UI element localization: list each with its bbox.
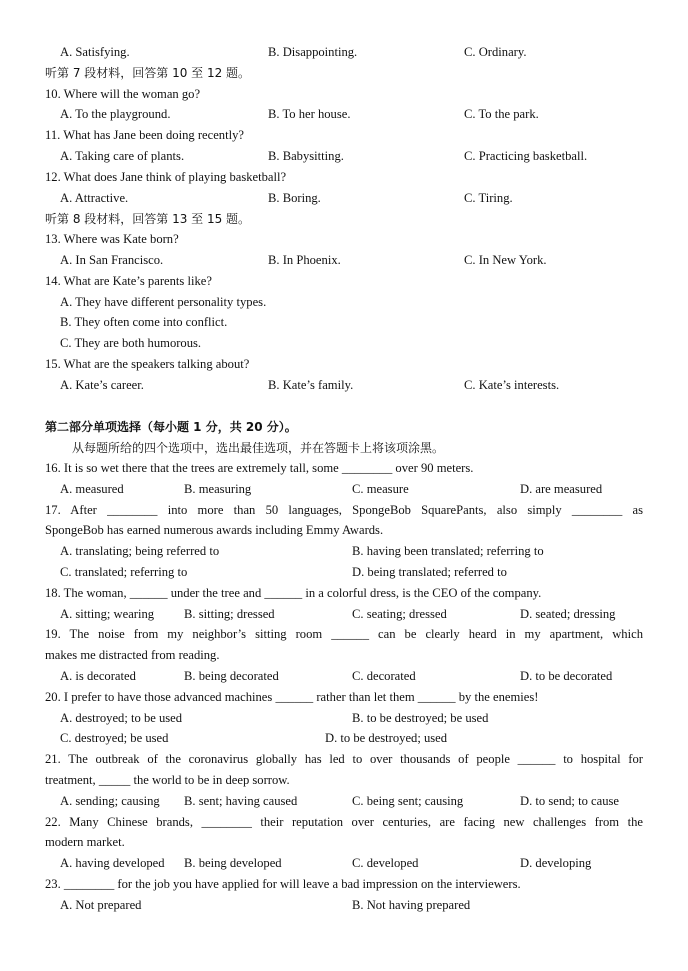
q13-stem: 13. Where was Kate born? [45,232,179,246]
q21-option-c: C. being sent; causing [352,794,464,808]
q20-option-a: A. destroyed; to be used [60,711,183,725]
part2-title: 第二部分单项选择（每小题 1 分，共 20 分）。 [45,420,297,434]
q16-option-c: C. measure [352,482,409,496]
q17-option-d: D. being translated; referred to [352,565,507,579]
q23-stem: 23. ________ for the job you have applied for will leave a bad impression on the interviewers. [45,877,521,891]
q9-option-c: C. Ordinary. [464,45,527,59]
q11-stem: 11. What has Jane been doing recently? [45,128,244,142]
q22-option-c: C. developed [352,856,419,870]
section-7-instruction: 听第 7 段材料，回答第 10 至 12 题。 [45,66,251,80]
q9-option-b: B. Disappointing. [268,45,358,59]
q22-option-b: B. being developed [184,856,282,870]
q15-option-a: A. Kate’s career. [60,378,144,392]
q17-stem-line1: 17. After ________ into more than 50 languages, SpongeBob SquarePants, also simply ________ as [45,503,643,517]
q12-stem: 12. What does Jane think of playing basketball? [45,170,287,184]
q22-stem-line1: 22. Many Chinese brands, ________ their reputation over centuries, are facing new challenges from the [45,815,643,829]
q16-option-a: A. measured [60,482,124,496]
q12-option-c: C. Tiring. [464,191,513,205]
q17-option-b: B. having been translated; referring to [352,544,544,558]
q19-stem-line1: 19. The noise from my neighbor’s sitting room ______ can be clearly heard in my apartment, which [45,627,643,641]
q21-option-a: A. sending; causing [60,794,160,808]
q14-option-b: B. They often come into conflict. [60,315,228,329]
q16-stem: 16. It is so wet there that the trees are extremely tall, some ________ over 90 meters. [45,461,474,475]
q10-option-c: C. To the park. [464,107,539,121]
q18-option-c: C. seating; dressed [352,607,447,621]
q13-option-a: A. In San Francisco. [60,253,164,267]
q11-option-c: C. Practicing basketball. [464,149,588,163]
q21-option-b: B. sent; having caused [184,794,298,808]
section-8-instruction: 听第 8 段材料，回答第 13 至 15 题。 [45,212,251,226]
q19-option-d: D. to be decorated [520,669,613,683]
q17-option-a: A. translating; being referred to [60,544,220,558]
part2-instruction: 从每题所给的四个选项中，选出最佳选项，并在答题卡上将该项涂黑。 [72,441,445,455]
q21-stem-line1: 21. The outbreak of the coronavirus globally has led to over thousands of people ______ to hospital for [45,752,643,766]
q21-option-d: D. to send; to cause [520,794,619,808]
q10-option-a: A. To the playground. [60,107,171,121]
q18-option-d: D. seated; dressing [520,607,616,621]
q14-option-c: C. They are both humorous. [60,336,202,350]
q12-option-a: A. Attractive. [60,191,129,205]
q19-stem-line2: makes me distracted from reading. [45,648,220,662]
q20-option-d: D. to be destroyed; used [325,731,448,745]
q23-option-a: A. Not prepared [60,898,142,912]
q15-stem: 15. What are the speakers talking about? [45,357,250,371]
q22-option-d: D. developing [520,856,592,870]
q9-option-a: A. Satisfying. [60,45,130,59]
q23-option-b: B. Not having prepared [352,898,471,912]
q10-stem: 10. Where will the woman go? [45,87,201,101]
q13-option-c: C. In New York. [464,253,547,267]
q18-stem: 18. The woman, ______ under the tree and ______ in a colorful dress, is the CEO of the company. [45,586,542,600]
q10-option-b: B. To her house. [268,107,351,121]
q17-stem-line2: SpongeBob has earned numerous awards including Emmy Awards. [45,523,384,537]
q16-option-b: B. measuring [184,482,252,496]
q20-option-b: B. to be destroyed; be used [352,711,489,725]
q18-option-a: A. sitting; wearing [60,607,155,621]
q11-option-a: A. Taking care of plants. [60,149,185,163]
q11-option-b: B. Babysitting. [268,149,344,163]
q19-option-a: A. is decorated [60,669,136,683]
q20-option-c: C. destroyed; be used [60,731,169,745]
q14-option-a: A. They have different personality types. [60,295,267,309]
q12-option-b: B. Boring. [268,191,321,205]
q17-option-c: C. translated; referring to [60,565,188,579]
q18-option-b: B. sitting; dressed [184,607,275,621]
q19-option-c: C. decorated [352,669,416,683]
q22-option-a: A. having developed [60,856,165,870]
q14-stem: 14. What are Kate’s parents like? [45,274,212,288]
q15-option-b: B. Kate’s family. [268,378,354,392]
q21-stem-line2: treatment, _____ the world to be in deep sorrow. [45,773,290,787]
q16-option-d: D. are measured [520,482,603,496]
q19-option-b: B. being decorated [184,669,279,683]
q22-stem-line2: modern market. [45,835,125,849]
q20-stem: 20. I prefer to have those advanced machines ______ rather than let them ______ by the enemies! [45,690,539,704]
q15-option-c: C. Kate’s interests. [464,378,560,392]
q13-option-b: B. In Phoenix. [268,253,341,267]
